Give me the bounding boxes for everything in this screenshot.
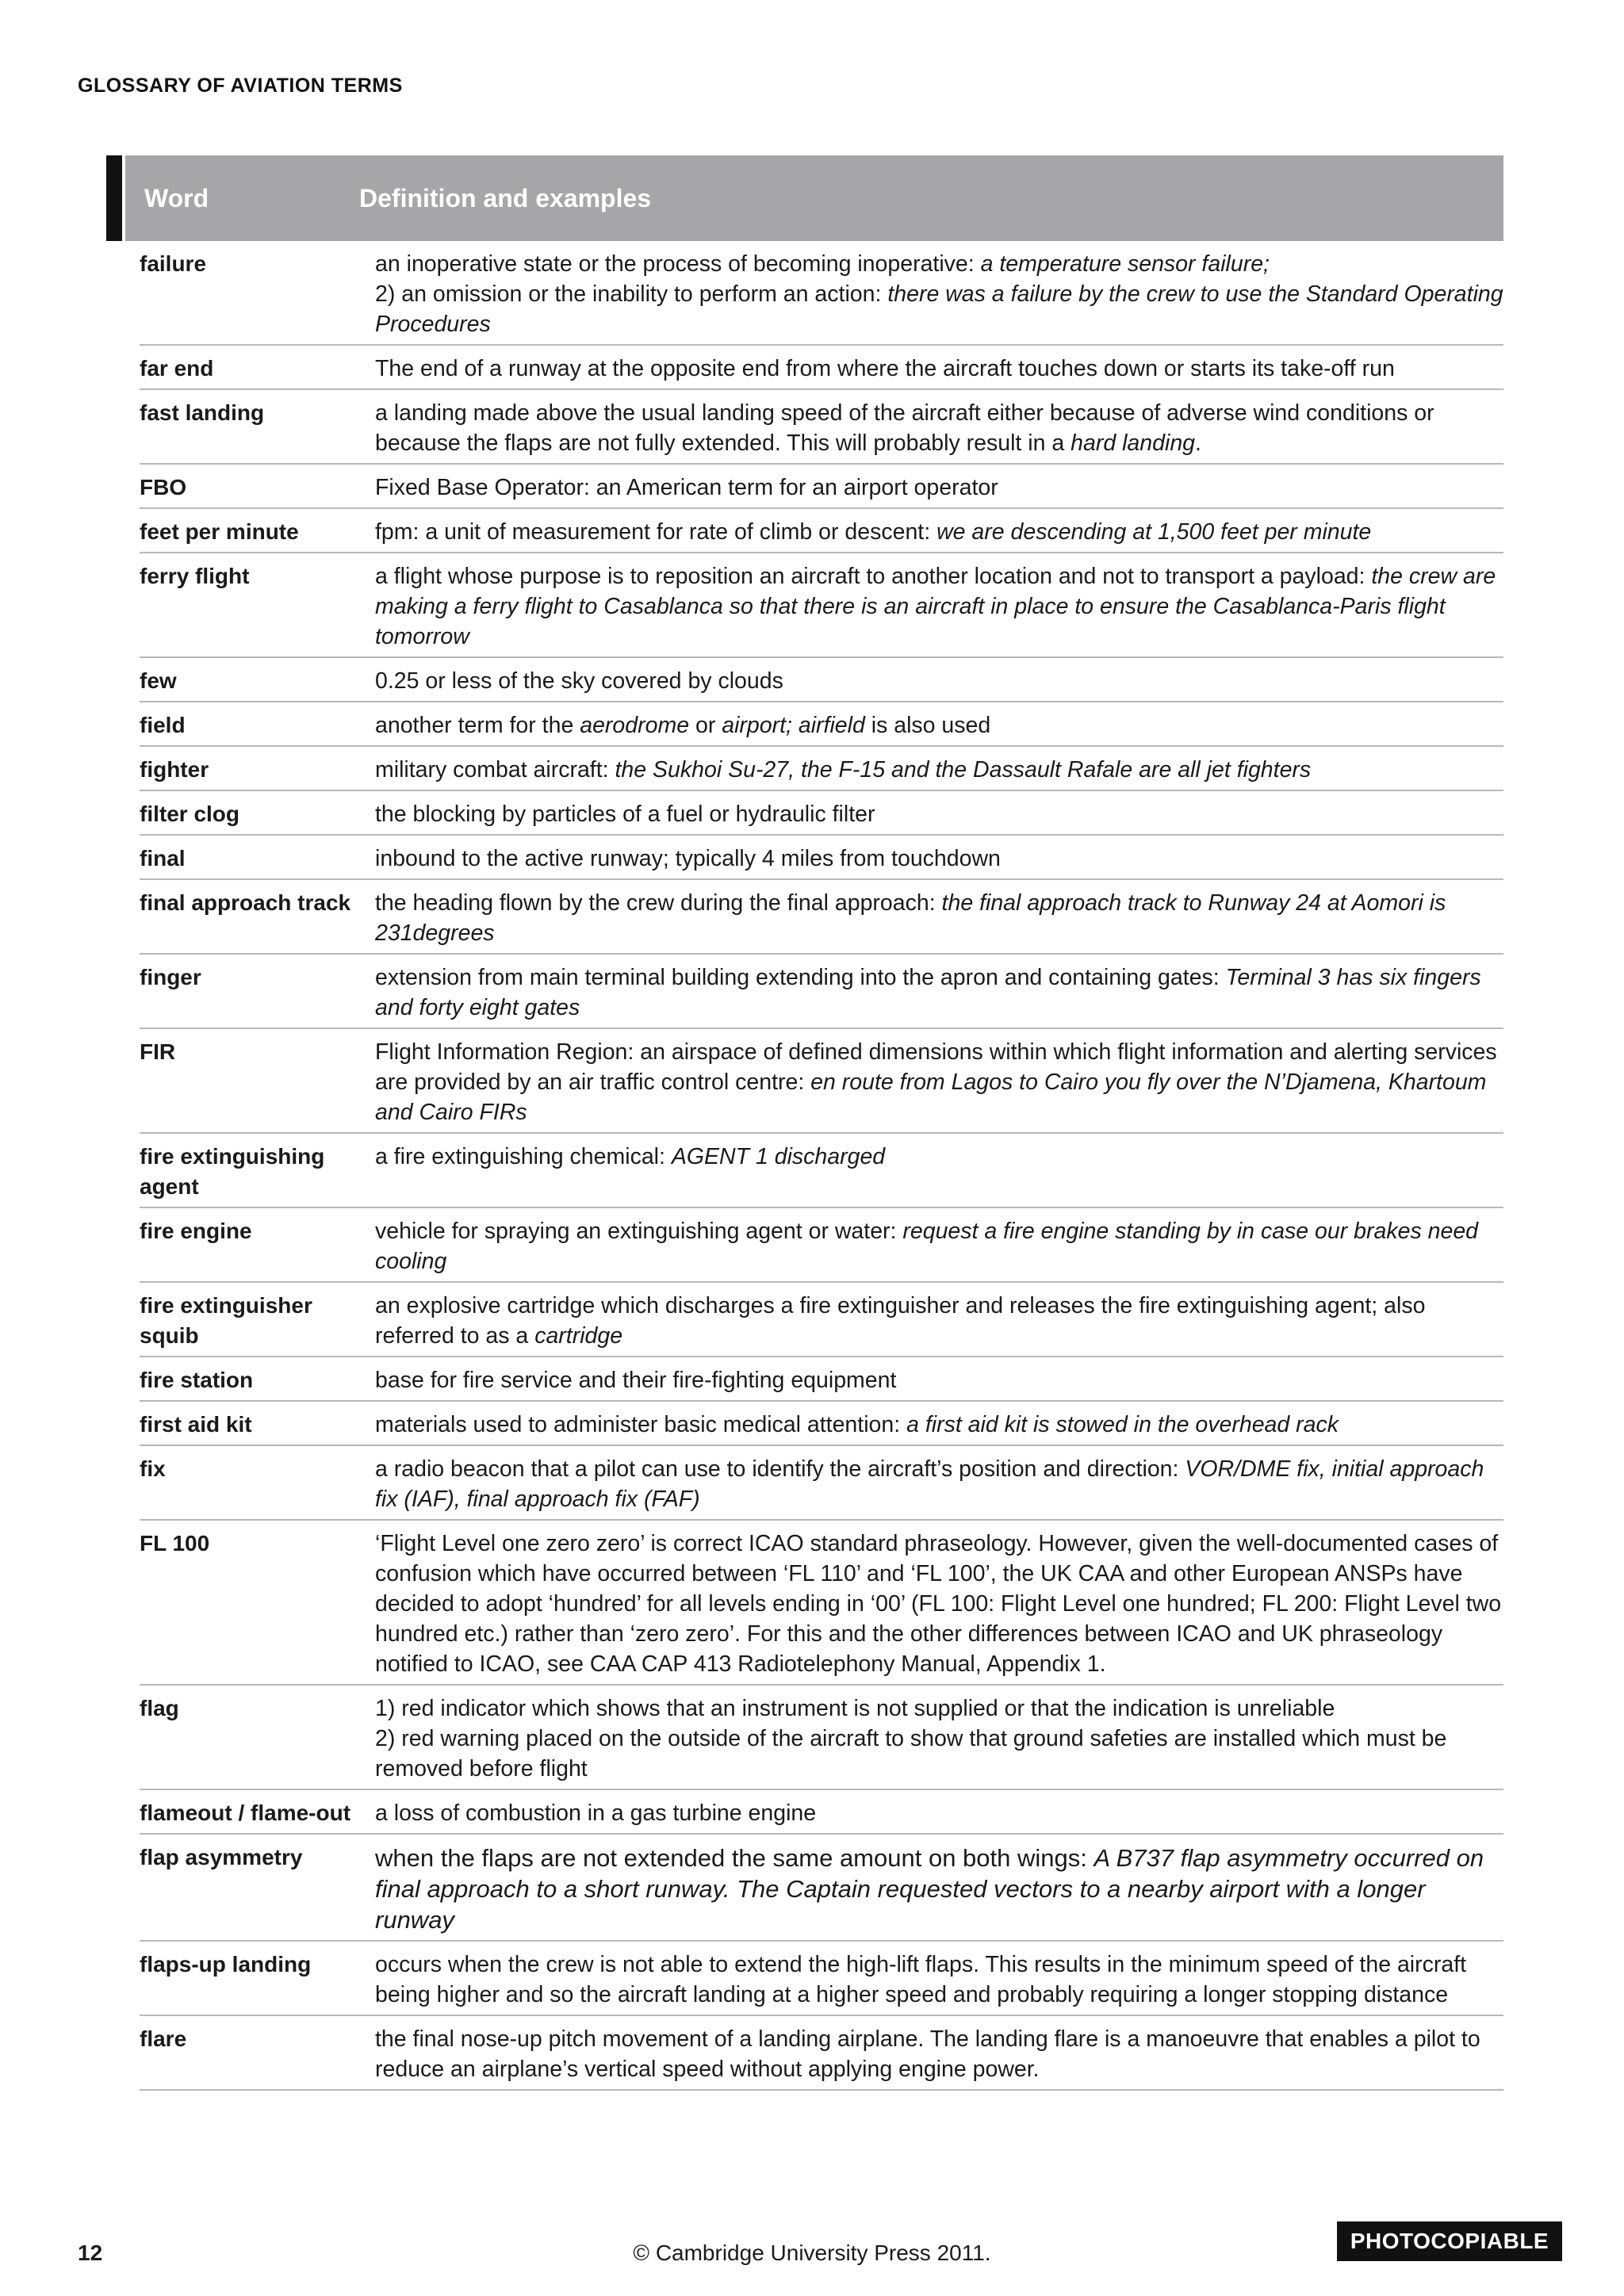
term-word: flameout / flame-out [140,1800,351,1825]
term-definition [375,249,1503,339]
term-definition [375,1216,1503,1276]
glossary-table [108,155,1503,2091]
definition-example: a first aid kit is stowed in the overhead rack [906,1412,1339,1437]
copyright-notice: © Cambridge University Press 2011. [633,2241,991,2265]
table-row [140,1134,1503,1208]
term-definition [375,1843,1503,1935]
definition-text: the final nose-up pitch movement of a landing airplane. The landing flare is a manoeuvre that enables a pilot to reduce an airplane’s vertical speed without applying engine power. [375,2026,1480,2082]
table-row [140,390,1503,465]
term-word: fire engine [140,1219,252,1243]
table-row [140,241,1503,346]
term-word: finger [140,965,201,989]
definition-example: we are descending at 1,500 feet per minute [936,519,1372,545]
definition-example: A B737 flap asymmetry occurred on final approach to a short runway. The Captain requested vectors to a nearby airport with a longer runway [375,1844,1484,1934]
term-definition [375,1291,1503,1351]
table-row [140,346,1503,390]
term-definition [375,473,1503,503]
table-row [140,791,1503,836]
term-word: few [140,668,177,693]
definition-text: 0.25 or less of the sky covered by clouds [375,668,783,694]
definition-example: the Sukhoi Su-27, the F-15 and the Dassault Rafale are all jet fighters [615,757,1312,783]
term-word: failure [140,251,207,276]
page-number: 12 [78,2241,103,2265]
term-word: flag [140,1696,179,1720]
running-head: GLOSSARY OF AVIATION TERMS [78,75,403,97]
term-word: FL 100 [140,1531,210,1556]
table-row [140,553,1503,658]
definition-example: VOR/DME fix, initial approach fix (IAF), final approach fix (FAF) [375,1456,1484,1512]
term-definition [375,2024,1503,2084]
table-row [140,1208,1503,1283]
term-definition [375,354,1503,384]
definition-example: there was a failure by the crew to use the Standard Operating Procedures [375,281,1503,337]
definition-text: or [689,713,722,738]
definition-example: Terminal 3 has six fingers and forty eight gates [375,965,1481,1020]
table-row [140,658,1503,702]
term-word: feet per minute [140,519,299,544]
table-row [140,1402,1503,1446]
table-row [140,1283,1503,1357]
table-row [140,465,1503,509]
term-word: ferry flight [140,564,250,588]
term-definition [375,517,1503,547]
column-header-word: Word [144,183,209,212]
definition-example: cartridge [534,1323,623,1349]
term-definition [375,799,1503,829]
table-header [125,155,1503,241]
definition-text: fpm: a unit of measurement for rate of climb or descent: [375,519,937,545]
term-word: far end [140,356,214,381]
term-definition [375,1950,1503,2010]
term-word: fast landing [140,400,265,425]
definition-text: military combat aircraft: [375,757,615,783]
term-definition [375,1693,1503,1784]
term-definition [375,1410,1503,1440]
definition-example: request a fire engine standing by in case our brakes need cooling [375,1219,1479,1274]
term-definition [375,666,1503,696]
term-word: FBO [140,475,187,499]
table-row [140,1357,1503,1402]
table-row [140,509,1503,553]
table-row [140,747,1503,791]
table-row [140,1835,1503,1942]
definition-text: extension from main terminal building extending into the apron and containing gates: [375,965,1226,990]
table-body [140,241,1503,2091]
definition-text: base for fire service and their fire-fighting equipment [375,1368,897,1393]
term-definition [375,888,1503,948]
table-row [140,1521,1503,1686]
term-word: fire station [140,1368,254,1392]
definition-text: a flight whose purpose is to reposition an aircraft to another location and not to transport a payload: [375,564,1372,589]
definition-text: inbound to the active runway; typically 4 miles from touchdown [375,846,1001,871]
term-definition [375,844,1503,874]
definition-text: 2) red warning placed on the outside of the aircraft to show that ground safeties are installed which must be removed before flight [375,1726,1447,1781]
term-word: fighter [140,757,209,782]
definition-text: an inoperative state or the process of becoming inoperative: [375,251,981,277]
table-row [140,1446,1503,1521]
table-row [140,955,1503,1029]
term-definition [375,561,1503,652]
term-definition [375,1365,1503,1395]
term-definition [375,755,1503,785]
term-word: final [140,846,186,871]
definition-text: a loss of combustion in a gas turbine engine [375,1800,817,1826]
term-word: FIR [140,1039,176,1064]
photocopiable-badge: PHOTOCOPIABLE [1337,2221,1562,2261]
term-word: fix [140,1456,166,1481]
definition-text: The end of a runway at the opposite end from where the aircraft touches down or starts its take-off run [375,356,1395,381]
term-word: flare [140,2026,187,2051]
table-row [140,702,1503,747]
term-definition [375,1454,1503,1514]
table-row [140,1790,1503,1835]
definition-text: vehicle for spraying an extinguishing agent or water: [375,1219,903,1244]
definition-text: ‘Flight Level one zero zero’ is correct ICAO standard phraseology. However, given the well-documented cases of confusion which have occurred between ‘FL 110’ and ‘FL 100’, the UK CAA and other European ANSPs have decided to adopt ‘hundred’ for all levels ending in ‘00’ (FL 100: Flight Level one hundred; FL 200: Flight Level two hundred etc.) rather than ‘zero zero’. For this and the other differences between ICAO and UK phraseology notified to ICAO, see CAA CAP 413 Radiotelephony Manual, Appendix 1. [375,1531,1502,1677]
definition-text: . [1195,430,1201,456]
term-definition [375,710,1503,740]
definition-text: a fire extinguishing chemical: [375,1144,672,1169]
term-definition [375,1037,1503,1127]
term-word: filter clog [140,802,240,826]
definition-text: occurs when the crew is not able to extend the high-lift flaps. This results in the minimum speed of the aircraft being higher and so the aircraft landing at a higher speed and probably requiring a longer stopping distance [375,1952,1467,2007]
term-word: flap asymmetry [140,1845,303,1869]
term-word: fire extinguisher squib [140,1293,312,1348]
definition-text: a radio beacon that a pilot can use to identify the aircraft’s position and direction: [375,1456,1185,1482]
term-word: flaps-up landing [140,1952,312,1976]
definition-text: is also used [864,713,991,738]
table-row [140,880,1503,955]
table-row [140,1029,1503,1134]
table-row [140,1686,1503,1790]
definition-text: the blocking by particles of a fuel or hydraulic filter [375,802,875,827]
term-definition [375,1529,1503,1679]
definition-example: the final approach track to Runway 24 at Aomori is 231degrees [375,890,1446,946]
term-word: final approach track [140,890,351,915]
definition-text: when the flaps are not extended the same amount on both wings: [375,1844,1094,1872]
definition-example: aerodrome [580,713,690,738]
definition-text: an explosive cartridge which discharges a fire extinguisher and releases the fire extinguishing agent; also referred to as a [375,1293,1426,1349]
definition-text: another term for the [375,713,580,738]
term-definition [375,398,1503,458]
definition-example: the crew are making a ferry flight to Casablanca so that there is an aircraft in place to ensure the Casablanca-Paris flight tomorrow [375,564,1496,649]
definition-text: Flight Information Region: an airspace of defined dimensions within which flight information and alerting services are provided by an air traffic control centre: [375,1039,1497,1095]
definition-text: 2) an omission or the inability to perform an action: [375,281,888,307]
term-definition [375,962,1503,1023]
term-definition [375,1798,1503,1828]
definition-example: airport; airfield [722,713,865,738]
definition-text: 1) red indicator which shows that an instrument is not supplied or that the indication is unreliable [375,1696,1335,1721]
column-header-definition: Definition and examples [359,183,652,212]
table-row [140,836,1503,880]
definition-text: materials used to administer basic medical attention: [375,1412,907,1437]
definition-text: the heading flown by the crew during the final approach: [375,890,942,916]
definition-example: hard landing [1071,430,1196,456]
term-word: first aid kit [140,1412,252,1437]
definition-example: a temperature sensor failure; [980,251,1270,277]
definition-example: en route from Lagos to Cairo you fly over the N’Djamena, Khartoum and Cairo FIRs [375,1070,1487,1125]
term-definition [375,1142,1503,1202]
definition-text: a landing made above the usual landing speed of the aircraft either because of adverse wind conditions or because the flaps are not fully extended. This will probably result in a [375,400,1434,456]
table-row [140,1942,1503,2016]
definition-text: Fixed Base Operator: an American term for an airport operator [375,475,998,500]
term-word: field [140,713,186,737]
table-row [140,2016,1503,2091]
term-word: fire extinguishing agent [140,1144,325,1199]
definition-example: AGENT 1 discharged [671,1144,886,1169]
header-accent-bar [106,155,122,241]
